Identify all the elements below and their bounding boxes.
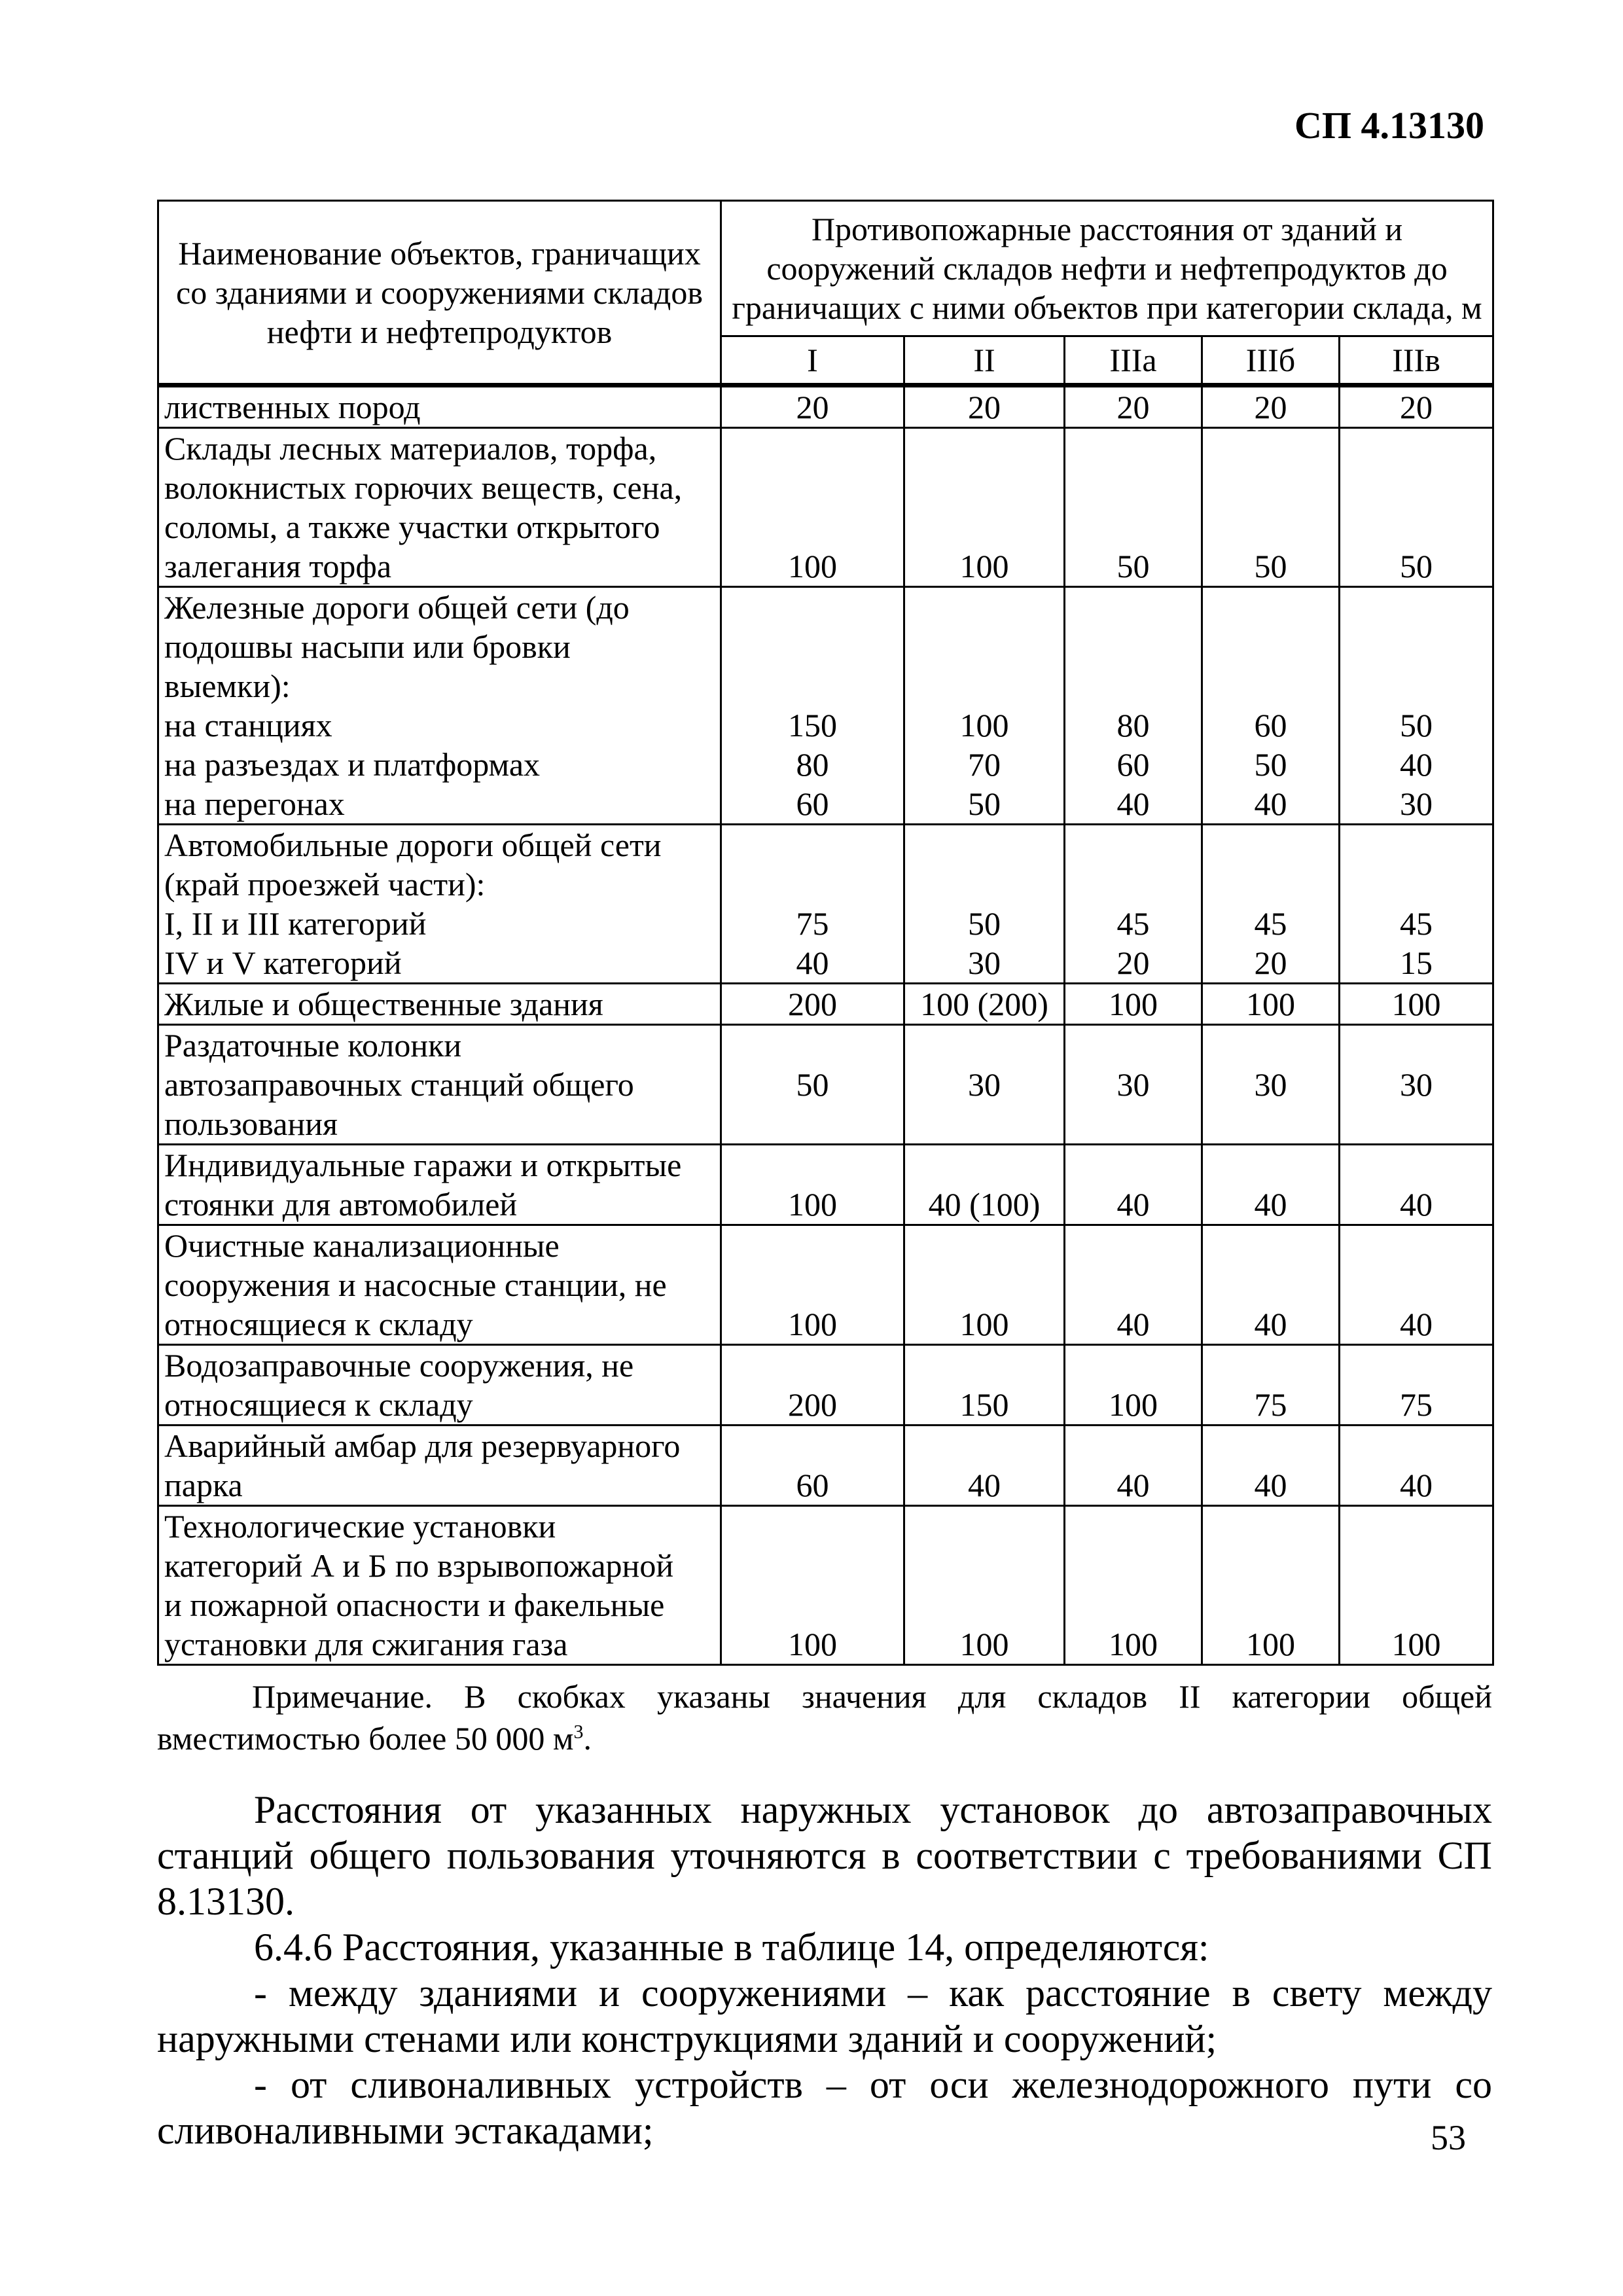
- table-row: [158, 1225, 1493, 1345]
- table-row: [158, 1426, 1493, 1506]
- row-value-cell: 100: [721, 1506, 904, 1665]
- row-value-cell: 40 (100): [904, 1145, 1065, 1225]
- row-value-cell: 30: [904, 1025, 1065, 1145]
- row-value-cell: 100: [904, 1225, 1065, 1345]
- row-value-cell: 200: [721, 1345, 904, 1426]
- table-row: [158, 386, 1493, 428]
- row-value-cell: 20: [904, 386, 1065, 428]
- table-row: [158, 1025, 1493, 1145]
- row-value-cell: 100 (200): [904, 984, 1065, 1025]
- row-object-name: Раздаточные колонки автозаправочных станций общего пользования: [158, 1025, 721, 1145]
- row-value-cell: 40: [1340, 1225, 1493, 1345]
- row-value-cell: 40: [1340, 1426, 1493, 1506]
- row-value-cell: 45 15: [1340, 825, 1493, 984]
- header-distances: Противопожарные расстояния от зданий и сооружений складов нефти и нефтепродуктов до граничащих с ними объектов при категории склада, м: [721, 201, 1493, 336]
- table-row: [158, 428, 1493, 587]
- note-superscript: 3: [573, 1721, 584, 1743]
- row-value-cell: 20: [1065, 386, 1202, 428]
- row-value-cell: 100: [721, 1145, 904, 1225]
- row-value-cell: 75 40: [721, 825, 904, 984]
- row-value-cell: 60 50 40: [1202, 587, 1340, 825]
- row-value-cell: 40: [1065, 1145, 1202, 1225]
- header-category-3a: IIIа: [1065, 336, 1202, 386]
- row-value-cell: 40: [1202, 1426, 1340, 1506]
- row-value-cell: 30: [1065, 1025, 1202, 1145]
- row-value-cell: 40: [1065, 1426, 1202, 1506]
- paragraph-3: - между зданиями и сооружениями – как расстояние в свету между наружными стенами или конструкциями зданий и сооружений;: [157, 1971, 1492, 2060]
- header-category-1: I: [721, 336, 904, 386]
- table-row: [158, 1506, 1493, 1665]
- table-row: [158, 825, 1493, 984]
- row-value-cell: 80 60 40: [1065, 587, 1202, 825]
- row-object-name: Автомобильные дороги общей сети (край проезжей части): I, II и III категорий IV и V категорий: [158, 825, 721, 984]
- paragraph-1: Расстояния от указанных наружных установок до автозаправочных станций общего пользования уточняются в соответствии с требованиями СП 8.13130.: [157, 1788, 1492, 1923]
- row-value-cell: 30: [1202, 1025, 1340, 1145]
- row-object-name: Аварийный амбар для резервуарного парка: [158, 1426, 721, 1506]
- row-value-cell: 100: [1340, 984, 1493, 1025]
- note-line-2: [157, 1717, 1492, 1759]
- row-object-name: Водозаправочные сооружения, не относящиеся к складу: [158, 1345, 721, 1426]
- row-value-cell: 100: [1202, 984, 1340, 1025]
- row-value-cell: 50 30: [904, 825, 1065, 984]
- row-value-cell: 100: [721, 428, 904, 587]
- row-value-cell: 40: [904, 1426, 1065, 1506]
- row-value-cell: 40: [1340, 1145, 1493, 1225]
- header-category-3v: IIIв: [1340, 336, 1493, 386]
- row-object-name: Склады лесных материалов, торфа, волокнистых горючих веществ, сена, соломы, а также участки открытого залегания торфа: [158, 428, 721, 587]
- row-value-cell: 75: [1340, 1345, 1493, 1426]
- note-text: вместимостью более 50 000 м: [157, 1720, 574, 1757]
- row-object-name: Жилые и общественные здания: [158, 984, 721, 1025]
- row-value-cell: 200: [721, 984, 904, 1025]
- row-value-cell: 50: [1065, 428, 1202, 587]
- table-row: [158, 1345, 1493, 1426]
- table-row: [158, 587, 1493, 825]
- row-value-cell: 45 20: [1202, 825, 1340, 984]
- row-object-name: лиственных пород: [158, 386, 721, 428]
- page-number: 53: [1431, 2118, 1466, 2157]
- row-value-cell: 100: [1202, 1506, 1340, 1665]
- note-line-1: Примечание. В скобках указаны значения для складов II категории общей: [252, 1678, 1492, 1715]
- row-value-cell: 150 80 60: [721, 587, 904, 825]
- row-value-cell: 30: [1340, 1025, 1493, 1145]
- row-value-cell: 150: [904, 1345, 1065, 1426]
- table-row: [158, 984, 1493, 1025]
- row-value-cell: 50 40 30: [1340, 587, 1493, 825]
- row-value-cell: 100: [1065, 984, 1202, 1025]
- row-object-name: Технологические установки категорий А и Б по взрывопожарной и пожарной опасности и факельные установки для сжигания газа: [158, 1506, 721, 1665]
- row-value-cell: 100: [1065, 1506, 1202, 1665]
- row-value-cell: 20: [1202, 386, 1340, 428]
- row-value-cell: 100: [904, 428, 1065, 587]
- row-value-cell: 45 20: [1065, 825, 1202, 984]
- row-value-cell: 50: [721, 1025, 904, 1145]
- body-text: [157, 1787, 1492, 2153]
- row-value-cell: 50: [1340, 428, 1493, 587]
- paragraph-4: - от сливоналивных устройств – от оси железнодорожного пути со сливоналивными эстакадами;: [157, 2063, 1492, 2152]
- row-value-cell: 50: [1202, 428, 1340, 587]
- header-objects: Наименование объектов, граничащих со зданиями и сооружениями складов нефти и нефтепродуктов: [158, 201, 721, 386]
- row-value-cell: 100: [1340, 1506, 1493, 1665]
- row-value-cell: 40: [1202, 1145, 1340, 1225]
- row-value-cell: 40: [1202, 1225, 1340, 1345]
- paragraph-2: 6.4.6 Расстояния, указанные в таблице 14, определяются:: [254, 1926, 1209, 1969]
- table-body: [158, 386, 1493, 1665]
- row-object-name: Индивидуальные гаражи и открытые стоянки для автомобилей: [158, 1145, 721, 1225]
- row-value-cell: 100: [721, 1225, 904, 1345]
- row-value-cell: 40: [1065, 1225, 1202, 1345]
- row-value-cell: 20: [1340, 386, 1493, 428]
- row-value-cell: 100: [904, 1506, 1065, 1665]
- header-category-3b: IIIб: [1202, 336, 1340, 386]
- distances-table: [157, 200, 1494, 1666]
- header-category-2: II: [904, 336, 1065, 386]
- row-value-cell: 100 70 50: [904, 587, 1065, 825]
- row-value-cell: 75: [1202, 1345, 1340, 1426]
- table-row: [158, 1145, 1493, 1225]
- note-end: .: [583, 1720, 592, 1757]
- row-value-cell: 20: [721, 386, 904, 428]
- row-object-name: Железные дороги общей сети (до подошвы насыпи или бровки выемки): на станциях на разъездах и платформах на перегонах: [158, 587, 721, 825]
- table-note: [157, 1676, 1492, 1759]
- row-value-cell: 100: [1065, 1345, 1202, 1426]
- row-object-name: Очистные канализационные сооружения и насосные станции, не относящиеся к складу: [158, 1225, 721, 1345]
- document-code: СП 4.13130: [1294, 104, 1484, 147]
- row-value-cell: 60: [721, 1426, 904, 1506]
